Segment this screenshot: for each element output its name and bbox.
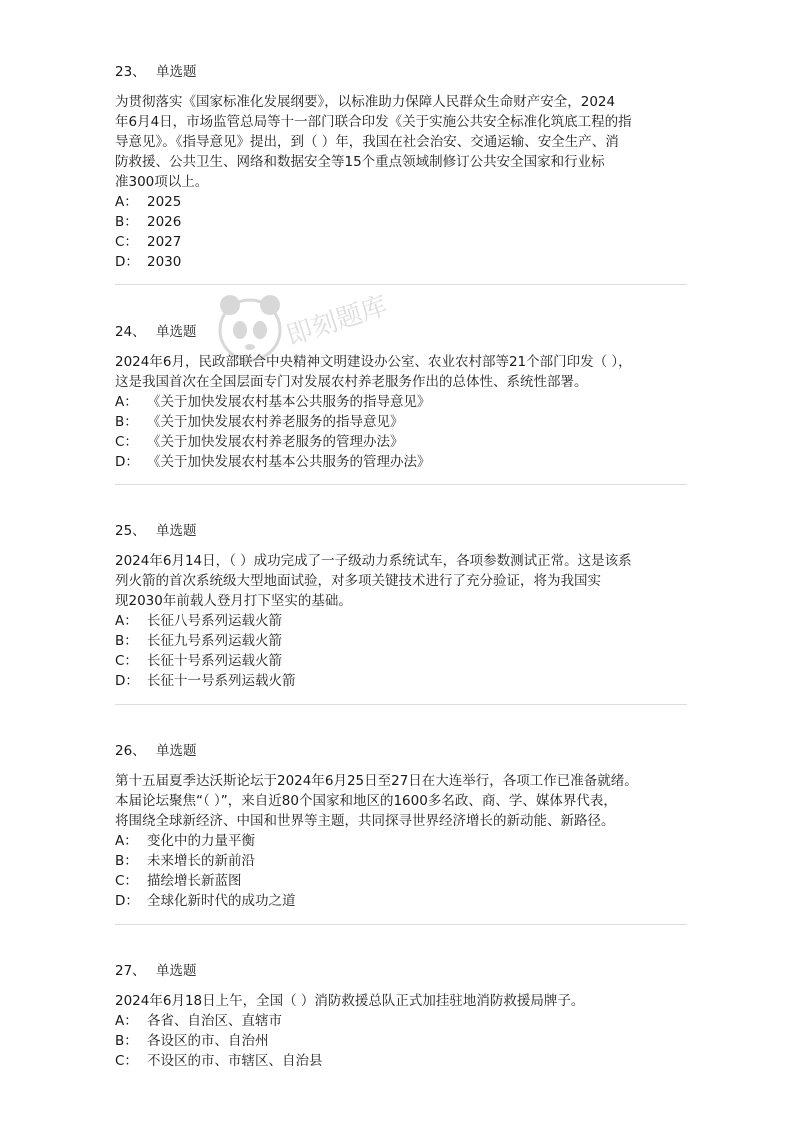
question-stem [115,991,687,1011]
option-list [115,831,687,911]
stem-line: 现2030年前载人登月打下坚实的基础。 [115,593,352,609]
option-list [115,611,687,691]
stem-line: 本届论坛聚焦“（ ）”，来自近80个国家和地区的1600多名政、商、学、媒体界代表， [115,793,617,809]
stem-line: 将围绕全球新经济、中国和世界等主题，共同探寻世界经济增长的新动能、新路径。 [115,813,615,829]
svg-text:即刻题库: 即刻题库 [282,290,392,352]
option-b[interactable] [115,631,687,651]
option-letter: D： [115,673,139,689]
question-number: 25、 [115,523,146,539]
option-d[interactable] [115,452,687,472]
option-text: 《关于加快发展农村基本公共服务的指导意见》 [147,394,431,410]
option-letter: C： [115,434,138,450]
stem-line: 2024年6月，民政部联合中央精神文明建设办公室、农业农村部等21个部门印发（ ）， [115,354,632,370]
option-letter: C： [115,1053,138,1069]
question-type: 单选题 [155,324,197,340]
option-c[interactable] [115,871,687,891]
option-c[interactable] [115,432,687,452]
option-letter: B： [115,1033,138,1049]
option-d[interactable] [115,671,687,691]
option-b[interactable] [115,412,687,432]
option-text: 2026 [147,214,182,230]
question-23 [115,62,687,272]
question-header [115,961,687,981]
stem-line: 2024年6月18日上午，全国（ ）消防救援总队正式加挂驻地消防救援局牌子。 [115,993,585,1009]
divider [115,924,687,925]
option-text: 《关于加快发展农村养老服务的指导意见》 [147,414,404,430]
question-number: 27、 [115,963,146,979]
option-b[interactable] [115,212,687,232]
question-stem [115,771,687,831]
question-26 [115,741,687,911]
option-c[interactable] [115,1051,687,1071]
option-letter: C： [115,653,138,669]
option-a[interactable] [115,1011,687,1031]
option-text: 长征九号系列运载火箭 [147,633,282,649]
option-text: 《关于加快发展农村养老服务的管理办法》 [147,434,404,450]
option-c[interactable] [115,232,687,252]
option-a[interactable] [115,192,687,212]
option-a[interactable] [115,831,687,851]
stem-line: 防救援、公共卫生、网络和数据安全等15个重点领域制修订公共安全国家和行业标 [115,154,605,170]
stem-line: 这是我国首次在全国层面专门对发展农村养老服务作出的总体性、系统性部署。 [115,374,588,390]
question-header [115,741,687,761]
question-25 [115,521,687,691]
option-text: 全球化新时代的成功之道 [147,893,296,909]
option-letter: A： [115,194,138,210]
option-a[interactable] [115,611,687,631]
question-header [115,322,687,342]
option-text: 不设区的市、市辖区、自治县 [147,1053,323,1069]
option-letter: B： [115,214,138,230]
option-text: 各省、自治区、直辖市 [147,1013,282,1029]
option-letter: A： [115,394,138,410]
option-text: 2025 [147,194,182,210]
option-letter: B： [115,414,138,430]
option-text: 描绘增长新蓝图 [147,873,242,889]
option-c[interactable] [115,651,687,671]
option-b[interactable] [115,1031,687,1051]
option-list [115,192,687,272]
option-text: 长征十一号系列运载火箭 [147,673,296,689]
question-header [115,521,687,541]
option-text: 未来增长的新前沿 [147,853,255,869]
question-24 [115,322,687,472]
option-a[interactable] [115,392,687,412]
question-number: 23、 [115,64,146,80]
option-letter: C： [115,234,138,250]
stem-line: 第十五届夏季达沃斯论坛于2024年6月25日至27日在大连举行，各项工作已准备就绪。 [115,773,638,789]
option-letter: B： [115,633,138,649]
question-stem [115,551,687,611]
stem-line: 为贯彻落实《国家标准化发展纲要》，以标准助力保障人民群众生命财产安全，2024 [115,94,616,110]
question-27 [115,961,687,1071]
option-text: 长征八号系列运载火箭 [147,613,282,629]
question-header [115,62,687,82]
option-b[interactable] [115,851,687,871]
option-d[interactable] [115,891,687,911]
option-letter: A： [115,833,138,849]
stem-line: 列火箭的首次系统级大型地面试验，对多项关键技术进行了充分验证，将为我国实 [115,573,601,589]
option-letter: A： [115,613,138,629]
divider [115,484,687,485]
question-number: 26、 [115,743,146,759]
option-text: 各设区的市、自治州 [147,1033,269,1049]
stem-line: 导意见》。《指导意见》提出，到（ ）年，我国在社会治安、交通运输、安全生产、消 [115,134,619,150]
question-number: 24、 [115,324,146,340]
question-type: 单选题 [155,963,197,979]
option-list [115,1011,687,1071]
question-type: 单选题 [155,64,197,80]
option-letter: D： [115,893,139,909]
option-list [115,392,687,472]
option-text: 2030 [147,254,182,270]
option-letter: C： [115,873,138,889]
option-d[interactable] [115,252,687,272]
option-letter: A： [115,1013,138,1029]
stem-line: 年6月4日，市场监管总局等十一部门联合印发《关于实施公共安全标准化筑底工程的指 [115,114,632,130]
divider [115,704,687,705]
divider [115,284,687,285]
option-text: 2027 [147,234,182,250]
option-text: 《关于加快发展农村基本公共服务的管理办法》 [147,454,431,470]
question-type: 单选题 [155,743,197,759]
option-letter: D： [115,254,139,270]
option-letter: B： [115,853,138,869]
option-text: 长征十号系列运载火箭 [147,653,282,669]
option-letter: D： [115,454,139,470]
question-type: 单选题 [155,523,197,539]
question-stem [115,92,687,192]
option-text: 变化中的力量平衡 [147,833,255,849]
question-stem [115,352,687,392]
stem-line: 2024年6月14日，（ ）成功完成了一子级动力系统试车，各项参数测试正常。这是该系 [115,553,632,569]
stem-line: 准300项以上。 [115,174,209,190]
